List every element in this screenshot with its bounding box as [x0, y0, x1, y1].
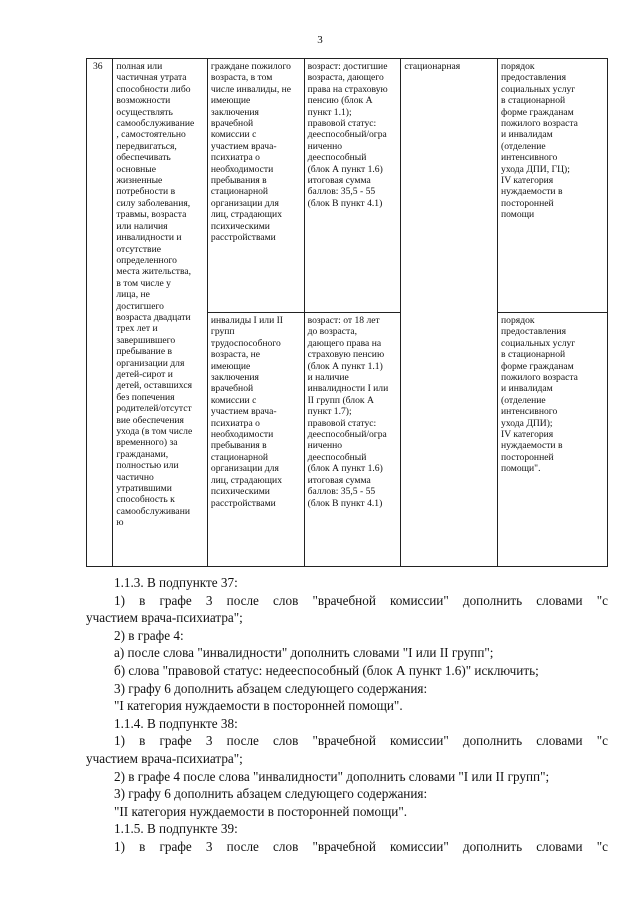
paragraph: 1.1.3. В подпункте 37:: [114, 575, 238, 590]
criteria-cell: возраст: от 18 лет до возраста, дающего права на страховую пенсию (блок А пункт 1.1) и наличие инвалидности I или II групп (блок А пункт 1.7); правовой статус: дееспособный/огра ниченно дееспособный (блок А пункт 1.6) итоговая сумма баллов: 35,5 - 55 (блок В пункт 4.1): [304, 313, 401, 567]
paragraph: а) после слова "инвалидности" дополнить словами "I или II групп";: [114, 645, 494, 661]
paragraph: участием врача-психиатра";: [86, 610, 243, 626]
paragraph: 1.1.4. В подпункте 38:: [114, 715, 238, 731]
paragraph: 2) в графе 4:: [114, 627, 184, 643]
paragraph: 1.1.5. В подпункте 39:: [114, 821, 238, 837]
row-number-cell: 36: [87, 59, 113, 567]
paragraph: 1) в графе 3 после слов "врачебной комиссии" дополнить словами "с: [114, 838, 608, 854]
page-number: 3: [317, 34, 323, 46]
category-cell: граждане пожилого возраста, в том числе инвалиды, не имеющие заключения врачебной комиссии с участием врача- психиатра о необходимости пребывания в стационарной организации для лиц, страдающих психическими расстройствами: [207, 59, 304, 313]
paragraph: участием врача-психиатра";: [86, 750, 243, 766]
procedure-cell: порядок предоставления социальных услуг в стационарной форме гражданам пожилого возраста и инвалидам (отделение интенсивного ухода ДПИ, ГЦ); IV категория нуждаемости в посторонней помощи: [498, 59, 608, 313]
amendment-text: [86, 574, 608, 856]
criteria-cell: возраст: достигшие возраста, дающего права на страховую пенсию (блок А пункт 1.1); правовой статус: дееспособный/огра ниченно дееспособный (блок А пункт 1.6) итоговая сумма баллов: 35,5 - 55 (блок В пункт 4.1): [304, 59, 401, 313]
paragraph: 3) графу 6 дополнить абзацем следующего содержания:: [114, 786, 428, 802]
table-row: [87, 59, 608, 313]
paragraph: 1) в графе 3 после слов "врачебной комиссии" дополнить словами "с: [114, 733, 608, 749]
paragraph: б) слова "правовой статус: недееспособный (блок А пункт 1.6)" исключить;: [114, 662, 539, 678]
paragraph: "I категория нуждаемости в посторонней помощи".: [114, 698, 403, 714]
category-cell: инвалиды I или II групп трудоспособного возраста, не имеющие заключения врачебной комиссии с участием врача- психиатра о необходимости пребывания в стационарной организации для лиц, страдающих психическими расстройствами: [207, 313, 304, 567]
condition-cell: полная или частичная утрата способности либо возможности осуществлять самообслуживание , самостоятельно передвигаться, обеспечивать основные жизненные потребности в силу заболевания, травмы, возраста или наличия инвалидности и отсутствие определенного места жительства, в том числе у лица, не достигшего возраста двадцати трех лет и завершившего пребывание в организации для детей-сирот и детей, оставшихся без попечения родителей/отсутст вие обеспечения ухода (в том числе временного) за гражданами, полностью или частично утратившими способность к самообслуживани ю: [113, 59, 208, 567]
paragraph: "II категория нуждаемости в посторонней помощи".: [114, 803, 408, 819]
paragraph: 1) в графе 3 после слов "врачебной комиссии" дополнить словами "с: [114, 592, 608, 608]
paragraph: 2) в графе 4 после слова "инвалидности" дополнить словами "I или II групп";: [114, 768, 550, 784]
service-form-cell: стационарная: [401, 59, 498, 567]
paragraph: 3) графу 6 дополнить абзацем следующего содержания:: [114, 680, 428, 696]
procedure-cell: порядок предоставления социальных услуг в стационарной форме гражданам пожилого возраста и инвалидам (отделение интенсивного ухода ДПИ); IV категория нуждаемости в посторонней помощи".: [498, 313, 608, 567]
criteria-table: [86, 58, 608, 567]
